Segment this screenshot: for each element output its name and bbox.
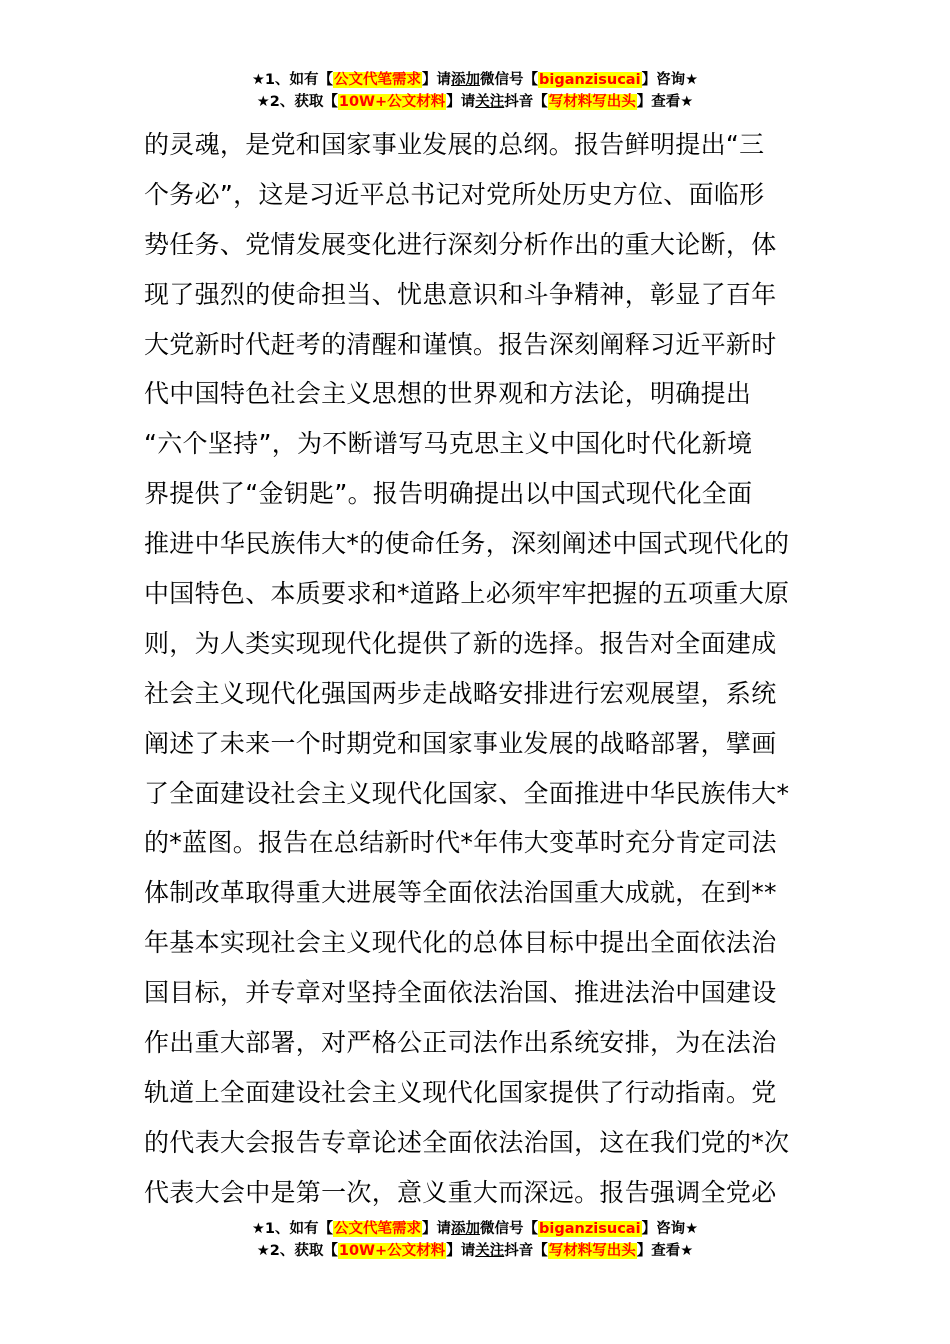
body-line: 大党新时代赶考的清醒和谨慎。报告深刻阐释习近平新时	[144, 329, 777, 359]
promo-text: 微信号【	[480, 72, 539, 88]
highlight-label: 10W+公文材料	[338, 94, 446, 110]
promo-text: 】请	[422, 72, 452, 88]
promo-line-1	[0, 69, 950, 91]
body-line: 年基本实现社会主义现代化的总体目标中提出全面依法治	[144, 928, 777, 958]
promo-text: 抖音【	[504, 94, 548, 110]
promo-text: 】查看★	[636, 1243, 694, 1259]
body-line: 推进中华民族伟大*的使命任务，深刻阐述中国式现代化的	[144, 529, 790, 559]
promo-line-2	[0, 1240, 950, 1262]
body-line: 现了强烈的使命担当、忧患意识和斗争精神，彰显了百年	[144, 279, 777, 309]
header-promo	[0, 69, 950, 113]
body-line: 则，为人类实现现代化提供了新的选择。报告对全面建成	[144, 628, 777, 658]
body-line: 社会主义现代化强国两步走战略安排进行宏观展望，系统	[144, 678, 777, 708]
promo-text: 】请	[446, 94, 476, 110]
body-line: 的*蓝图。报告在总结新时代*年伟大变革时充分肯定司法	[144, 828, 777, 858]
promo-text: ★1、如有【	[251, 72, 334, 88]
document-body	[144, 120, 824, 1218]
promo-text: 】咨询★	[641, 72, 699, 88]
promo-text: 抖音【	[504, 1243, 548, 1259]
body-line: 阐述了未来一个时期党和国家事业发展的战略部署，擘画	[144, 728, 777, 758]
promo-underlined-text: 关注	[475, 1243, 505, 1259]
body-line: 个务必”，这是习近平总书记对党所处历史方位、面临形	[144, 179, 765, 209]
body-line: 代表大会中是第一次，意义重大而深远。报告强调全党必	[144, 1177, 777, 1207]
body-line: 体制改革取得重大进展等全面依法治国重大成就，在到**	[144, 878, 777, 908]
body-line: 国目标，并专章对坚持全面依法治国、推进法治中国建设	[144, 978, 777, 1008]
body-line: 作出重大部署，对严格公正司法作出系统安排，为在法治	[144, 1028, 777, 1058]
highlight-label: 10W+公文材料	[338, 1243, 446, 1259]
promo-line-1	[0, 1218, 950, 1240]
douyin-id-highlight: 写材料写出头	[548, 94, 636, 110]
body-line: 的灵魂，是党和国家事业发展的总纲。报告鲜明提出“三	[144, 130, 765, 159]
promo-text: 微信号【	[480, 1221, 539, 1237]
highlight-label: 公文代笔需求	[334, 72, 422, 88]
body-line: 势任务、党情发展变化进行深刻分析作出的重大论断，体	[144, 229, 777, 259]
promo-text: ★2、获取【	[256, 94, 338, 110]
promo-text: 】查看★	[636, 94, 694, 110]
douyin-id-highlight: 写材料写出头	[548, 1243, 636, 1259]
body-line: 中国特色、本质要求和*道路上必须牢牢把握的五项重大原	[144, 579, 790, 609]
promo-underlined-text: 添加	[451, 1221, 481, 1237]
body-line: 的代表大会报告专章论述全面依法治国，这在我们党的*次	[144, 1127, 790, 1157]
body-line: “六个坚持”，为不断谱写马克思主义中国化时代化新境	[144, 429, 753, 459]
body-line: 界提供了“金钥匙”。报告明确提出以中国式现代化全面	[144, 479, 753, 509]
promo-text: 】请	[422, 1221, 452, 1237]
footer-promo	[0, 1218, 950, 1262]
promo-text: ★1、如有【	[251, 1221, 334, 1237]
body-line: 代中国特色社会主义思想的世界观和方法论，明确提出	[144, 379, 752, 409]
promo-text: ★2、获取【	[256, 1243, 338, 1259]
promo-underlined-text: 添加	[451, 72, 481, 88]
highlight-label: 公文代笔需求	[334, 1221, 422, 1237]
body-line: 了全面建设社会主义现代化国家、全面推进中华民族伟大*	[144, 778, 790, 808]
promo-text: 】咨询★	[641, 1221, 699, 1237]
promo-text: 】请	[446, 1243, 476, 1259]
body-line: 轨道上全面建设社会主义现代化国家提供了行动指南。党	[144, 1077, 777, 1107]
wechat-id-highlight: biganzisucai	[539, 1221, 641, 1237]
promo-line-2	[0, 91, 950, 113]
wechat-id-highlight: biganzisucai	[539, 72, 641, 88]
promo-underlined-text: 关注	[475, 94, 505, 110]
